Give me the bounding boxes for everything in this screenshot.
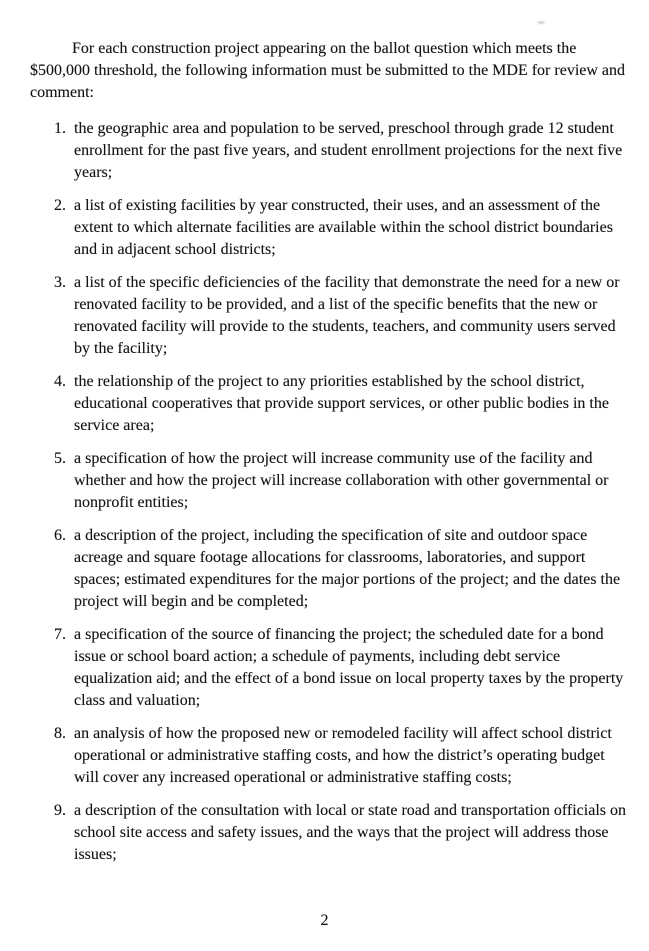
list-item-text: the relationship of the project to any priorities established by the school district, educational cooperatives that provide support services, or other public bodies in the service area;: [74, 373, 609, 434]
list-item: [30, 272, 629, 360]
list-item: [30, 195, 629, 261]
list-item-text: a description of the project, including the specification of site and outdoor space acreage and square footage allocations for classrooms, laboratories, and support spaces; estimated expenditures for the major portions of the project; and the dates the project will begin and be completed;: [74, 527, 621, 610]
list-item-text: the geographic area and population to be served, preschool through grade 12 student enrollment for the past five years, and student enrollment projections for the next five years;: [74, 120, 623, 181]
list-item: [30, 723, 629, 789]
list-item: [30, 371, 629, 437]
scan-smudge-artifact: [536, 20, 546, 25]
list-item-number: 3.: [54, 274, 66, 291]
list-item-text: a description of the consultation with local or state road and transportation officials on school site access and safety issues, and the ways that the project will address those issues;: [74, 802, 626, 863]
list-item: [30, 448, 629, 514]
list-item-number: 8.: [54, 725, 66, 742]
page-number: 2: [320, 912, 329, 929]
list-item-text: a specification of how the project will increase community use of the facility and whether and how the project will increase collaboration with other governmental or nonprofit entities;: [74, 450, 609, 511]
list-item: [30, 800, 629, 866]
list-item: [30, 118, 629, 184]
list-item-text: a specification of the source of financing the project; the scheduled date for a bond issue or school board action; a schedule of payments, including debt service equalization aid; and the effect of a bond issue on local property taxes by the property class and valuation;: [74, 626, 624, 709]
intro-paragraph: For each construction project appearing on the ballot question which meets the $500,000 threshold, the following information must be submitted to the MDE for review and comment:: [30, 40, 626, 101]
list-item-text: a list of existing facilities by year constructed, their uses, and an assessment of the extent to which alternate facilities are available within the school district boundaries and in adjacent school districts;: [74, 197, 613, 258]
list-item-text: a list of the specific deficiencies of the facility that demonstrate the need for a new or renovated facility to be provided, and a list of the specific benefits that the new or renovated facility will provide to the students, teachers, and community users served by the facility;: [74, 274, 620, 357]
list-item-number: 7.: [54, 626, 66, 643]
list-item: [30, 525, 629, 613]
list-item-number: 1.: [54, 120, 66, 137]
list-item-number: 5.: [54, 450, 66, 467]
list-item-text: an analysis of how the proposed new or remodeled facility will affect school district operational or administrative staffing costs, and how the district’s operating budget will cover any increased operational or administrative staffing costs;: [74, 725, 612, 786]
list-item-number: 2.: [54, 197, 66, 214]
list-item-number: 9.: [54, 802, 66, 819]
list-item-number: 6.: [54, 527, 66, 544]
list-item-number: 4.: [54, 373, 66, 390]
numbered-list: [30, 118, 629, 866]
list-item: [30, 624, 629, 712]
